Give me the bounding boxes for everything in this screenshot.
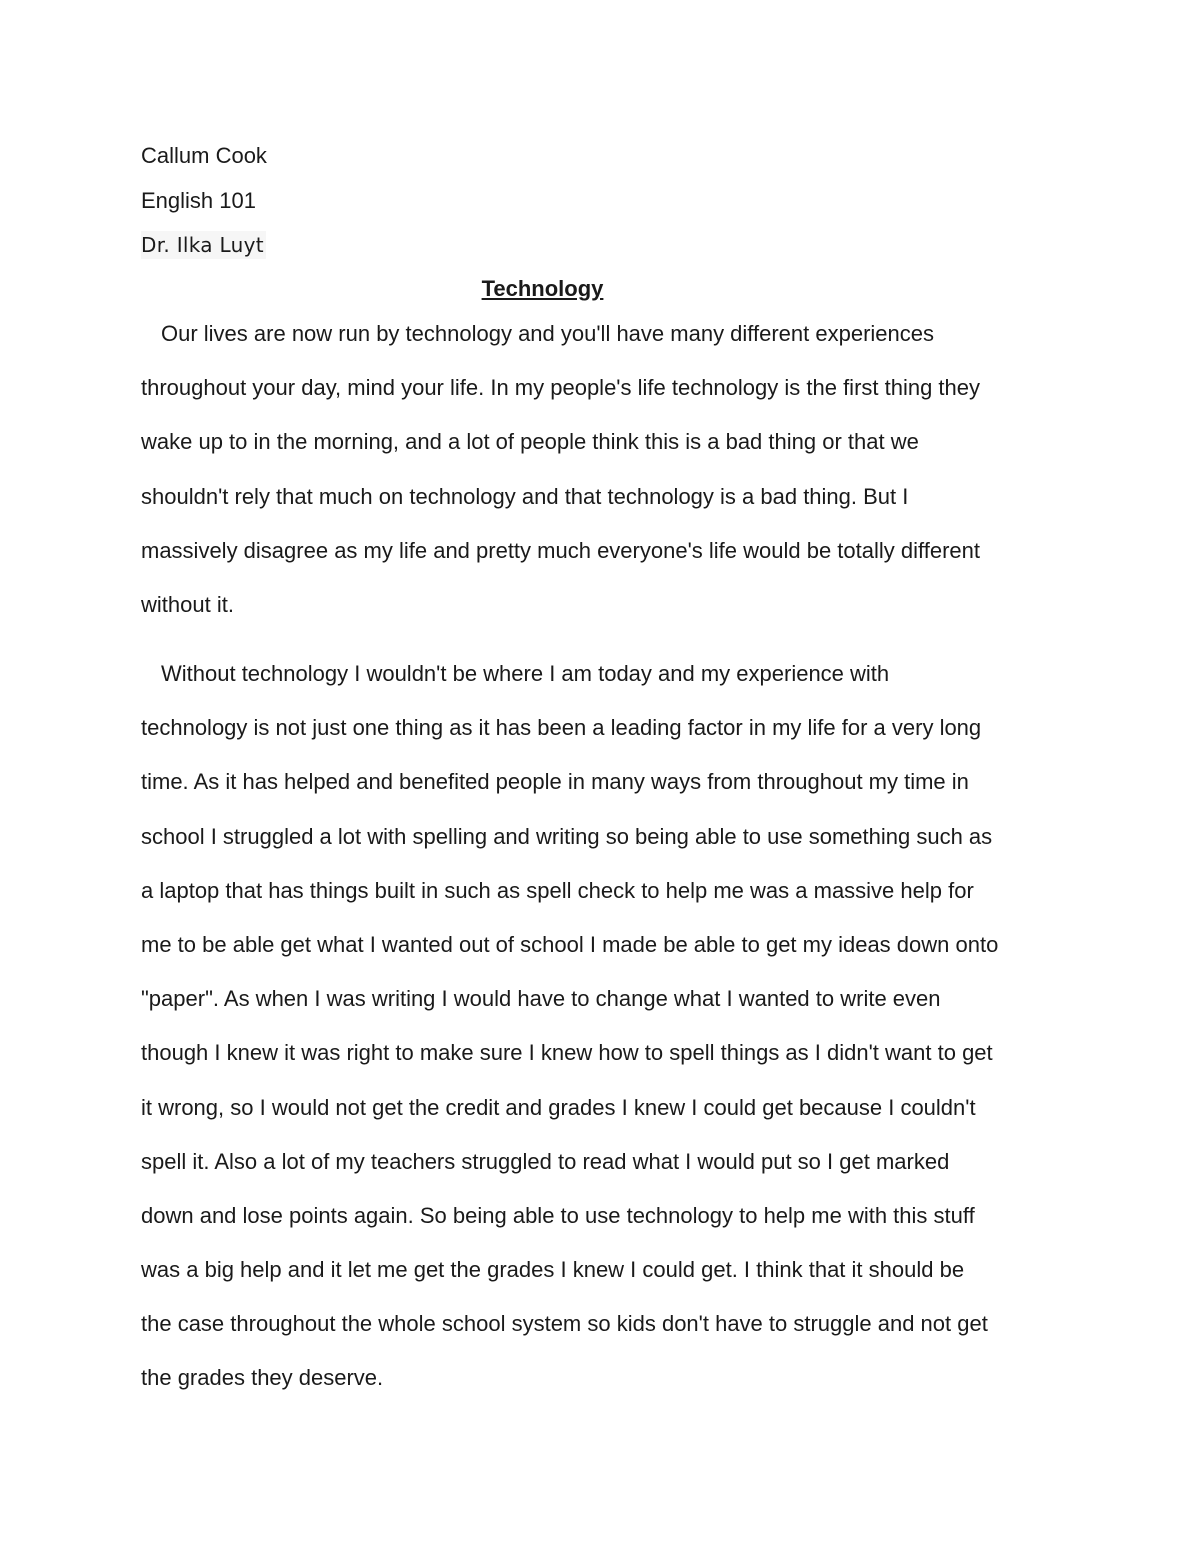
text-line: technology is not just one thing as it has been a leading factor in my life for a very long <box>141 715 982 741</box>
text-line: was a big help and it let me get the grades I knew I could get. I think that it should be <box>141 1257 965 1283</box>
text-line: wake up to in the morning, and a lot of people think this is a bad thing or that we <box>141 429 919 455</box>
text-line: down and lose points again. So being able to use technology to help me with this stuff <box>141 1202 975 1228</box>
text-line: though I knew it was right to make sure I knew how to spell things as I didn't want to get <box>141 1040 993 1066</box>
text-line: throughout your day, mind your life. In my people's life technology is the first thing they <box>141 375 981 401</box>
text-line: the case throughout the whole school system so kids don't have to struggle and not get <box>141 1311 988 1337</box>
text-line: it wrong, so I would not get the credit and grades I knew I could get because I couldn't <box>141 1094 976 1120</box>
text-line: spell it. Also a lot of my teachers struggled to read what I would put so I get marked <box>141 1148 950 1174</box>
text-line: school I struggled a lot with spelling and writing so being able to use something such as <box>141 823 993 849</box>
text-line: the grades they deserve. <box>141 1365 384 1391</box>
paragraph-1 <box>141 320 1071 645</box>
text-line: shouldn't rely that much on technology and that technology is a bad thing. But I <box>141 483 909 509</box>
course-name: English 101 <box>141 188 256 213</box>
essay-title: Technology <box>481 276 604 301</box>
student-name: Callum Cook <box>141 143 267 168</box>
text-line: time. As it has helped and benefited people in many ways from throughout my time in <box>141 769 969 795</box>
text-line: a laptop that has things built in such as spell check to help me was a massive help for <box>141 877 974 903</box>
text-line: me to be able get what I wanted out of school I made be able to get my ideas down onto <box>141 931 999 957</box>
text-line: without it. <box>141 591 234 617</box>
text-line: Without technology I wouldn't be where I am today and my experience with <box>161 661 890 686</box>
instructor-name: Dr. Ilka Luyt <box>141 233 264 257</box>
text-line: "paper". As when I was writing I would have to change what I wanted to write even <box>141 986 941 1012</box>
text-line: massively disagree as my life and pretty much everyone's life would be totally different <box>141 537 980 563</box>
paragraph-2 <box>141 660 1071 1419</box>
text-line: Our lives are now run by technology and you'll have many different experiences <box>161 321 935 346</box>
